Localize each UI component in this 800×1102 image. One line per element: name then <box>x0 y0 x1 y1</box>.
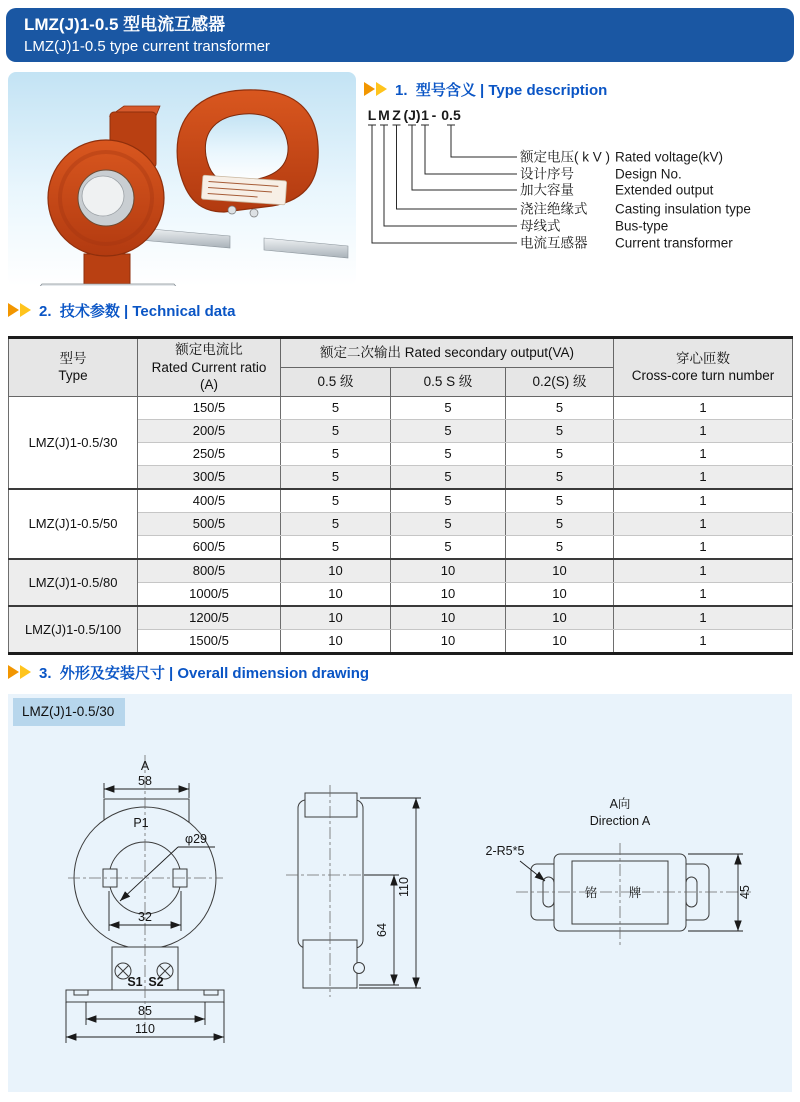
variant-label: LMZ(J)1-0.5/30 <box>13 698 125 726</box>
value-cell: 10 <box>281 582 391 606</box>
code-label-en: Extended output <box>615 182 714 198</box>
value-cell: 5 <box>281 512 391 535</box>
value-cell: 1 <box>614 559 793 583</box>
terminal-s1-label: S1 <box>127 975 143 989</box>
header-title-en: LMZ(J)1-0.5 type current transformer <box>24 38 270 55</box>
value-cell: 5 <box>506 512 614 535</box>
value-cell: 5 <box>506 489 614 513</box>
header-ratio-en: Rated Current ratio <box>151 359 267 375</box>
value-cell: 10 <box>391 559 506 583</box>
type-cell: LMZ(J)1-0.5/80 <box>9 559 138 606</box>
page-header <box>6 8 794 62</box>
value-cell: 5 <box>391 535 506 559</box>
value-cell: 10 <box>506 629 614 653</box>
section-arrow-icon <box>8 303 19 317</box>
bore-diameter-label: φ29 <box>184 832 208 846</box>
code-label-zh: 加大容量 <box>520 182 574 198</box>
product-photo <box>8 72 356 286</box>
section-arrow-icon <box>376 82 387 96</box>
code-label-en: Casting insulation type <box>615 201 751 217</box>
code-char: 1 <box>421 107 429 123</box>
ratio-cell: 1200/5 <box>138 606 281 630</box>
type-code-diagram <box>360 100 796 272</box>
product-photo-art <box>8 72 356 286</box>
header-type-zh: 型号 <box>59 350 87 366</box>
table-row <box>9 606 793 630</box>
section-title-type-description <box>364 79 607 99</box>
type-cell: LMZ(J)1-0.5/30 <box>9 396 138 489</box>
direction-a-title-en: Direction A <box>589 814 651 828</box>
code-label-zh: 浇注绝缘式 <box>520 201 588 217</box>
section-arrow-icon <box>20 303 31 317</box>
dim-110-label: 110 <box>135 1022 155 1036</box>
value-cell: 1 <box>614 582 793 606</box>
section-title-text: 1. 型号含义 | Type description <box>395 81 608 99</box>
value-cell: 5 <box>391 489 506 513</box>
technical-data-table <box>8 336 793 655</box>
code-label-zh: 电流互感器 <box>520 235 588 251</box>
col-header-output <box>281 338 614 368</box>
tech-table-body <box>9 396 793 653</box>
ratio-cell: 200/5 <box>138 419 281 442</box>
value-cell: 5 <box>281 396 391 419</box>
col-header-class-05s: 0.5 S 级 <box>391 367 506 396</box>
header-type-en: Type <box>58 368 88 384</box>
value-cell: 5 <box>281 535 391 559</box>
dim-58-label: 58 <box>138 774 152 788</box>
ratio-cell: 500/5 <box>138 512 281 535</box>
value-cell: 5 <box>281 465 391 489</box>
value-cell: 5 <box>506 396 614 419</box>
value-cell: 1 <box>614 535 793 559</box>
header-ratio-unit: (A) <box>200 377 218 393</box>
header-turns-zh: 穿心匝数 <box>676 350 731 366</box>
ratio-cell: 250/5 <box>138 442 281 465</box>
col-header-ratio <box>138 338 281 397</box>
table-row <box>9 559 793 583</box>
value-cell: 5 <box>391 396 506 419</box>
code-char: (J) <box>403 107 421 123</box>
code-char: 0.5 <box>441 107 461 123</box>
dim-45-label: 45 <box>738 885 752 899</box>
value-cell: 5 <box>281 419 391 442</box>
value-cell: 10 <box>391 582 506 606</box>
dim-110-side-label: 110 <box>397 877 411 897</box>
section-arrow-icon <box>364 82 375 96</box>
value-cell: 1 <box>614 396 793 419</box>
value-cell: 5 <box>506 535 614 559</box>
value-cell: 1 <box>614 512 793 535</box>
code-char: L <box>367 107 377 123</box>
code-label-zh: 母线式 <box>520 218 561 234</box>
view-a-label: A <box>140 759 150 773</box>
value-cell: 10 <box>281 559 391 583</box>
section-title-dimension-drawing <box>8 662 369 682</box>
col-header-class-05: 0.5 级 <box>281 367 391 396</box>
value-cell: 1 <box>614 419 793 442</box>
code-char: Z <box>392 107 401 123</box>
dim-64-label: 64 <box>375 923 389 937</box>
terminal-s2-label: S2 <box>148 975 164 989</box>
header-ratio-zh: 额定电流比 <box>175 342 243 357</box>
code-label-zh: 设计序号 <box>520 166 574 182</box>
code-label-en: Current transformer <box>615 235 733 251</box>
ratio-cell: 300/5 <box>138 465 281 489</box>
value-cell: 10 <box>506 559 614 583</box>
ratio-cell: 400/5 <box>138 489 281 513</box>
type-cell: LMZ(J)1-0.5/100 <box>9 606 138 654</box>
header-turns-en: Cross-core turn number <box>631 368 775 384</box>
value-cell: 10 <box>506 606 614 630</box>
nameplate-label: 铭 牌 <box>584 886 656 900</box>
ratio-cell: 600/5 <box>138 535 281 559</box>
value-cell: 5 <box>506 442 614 465</box>
value-cell: 5 <box>506 419 614 442</box>
dimension-drawing <box>8 694 792 1092</box>
ratio-cell: 1500/5 <box>138 629 281 653</box>
col-header-type <box>9 338 138 397</box>
header-title-zh: LMZ(J)1-0.5 型电流互感器 <box>24 15 226 34</box>
code-label-en: Design No. <box>615 166 682 182</box>
value-cell: 5 <box>391 465 506 489</box>
ratio-cell: 800/5 <box>138 559 281 583</box>
value-cell: 5 <box>391 512 506 535</box>
value-cell: 5 <box>281 489 391 513</box>
dim-85-label: 85 <box>138 1004 152 1018</box>
col-header-class-02s: 0.2(S) 级 <box>506 367 614 396</box>
value-cell: 5 <box>391 419 506 442</box>
front-view <box>66 755 224 1043</box>
value-cell: 10 <box>391 606 506 630</box>
ratio-cell: 1000/5 <box>138 582 281 606</box>
section-arrow-icon <box>8 665 19 679</box>
value-cell: 1 <box>614 465 793 489</box>
value-cell: 10 <box>281 606 391 630</box>
code-char: M <box>378 107 390 123</box>
value-cell: 5 <box>281 442 391 465</box>
code-label-en: Bus-type <box>615 218 669 234</box>
type-cell: LMZ(J)1-0.5/50 <box>9 489 138 559</box>
section-title-text: 3. 外形及安装尺寸 | Overall dimension drawing <box>39 664 370 682</box>
section-arrow-icon <box>20 665 31 679</box>
table-row <box>9 489 793 513</box>
col-header-turns <box>614 338 793 397</box>
value-cell: 1 <box>614 489 793 513</box>
direction-a-view <box>486 797 752 945</box>
side-view <box>286 785 421 997</box>
table-row <box>9 396 793 419</box>
dim-32-label: 32 <box>138 910 152 924</box>
section-title-technical-data <box>8 300 235 320</box>
value-cell: 1 <box>614 442 793 465</box>
value-cell: 5 <box>391 442 506 465</box>
slot-spec-label: 2-R5*5 <box>485 844 525 858</box>
value-cell: 5 <box>506 465 614 489</box>
header-output: 额定二次输出 Rated secondary output(VA) <box>319 345 575 361</box>
code-label-en: Rated voltage(kV) <box>615 149 724 165</box>
value-cell: 10 <box>391 629 506 653</box>
dimension-panel <box>8 694 792 1092</box>
ratio-cell: 150/5 <box>138 396 281 419</box>
direction-a-title-zh: A向 <box>609 797 631 811</box>
value-cell: 1 <box>614 606 793 630</box>
terminal-p1-label: P1 <box>133 816 149 830</box>
code-label-zh: 额定电压( k V ) <box>520 149 610 165</box>
section-title-text: 2. 技术参数 | Technical data <box>39 302 236 320</box>
value-cell: 1 <box>614 629 793 653</box>
value-cell: 10 <box>506 582 614 606</box>
value-cell: 10 <box>281 629 391 653</box>
code-char: - <box>431 107 437 123</box>
